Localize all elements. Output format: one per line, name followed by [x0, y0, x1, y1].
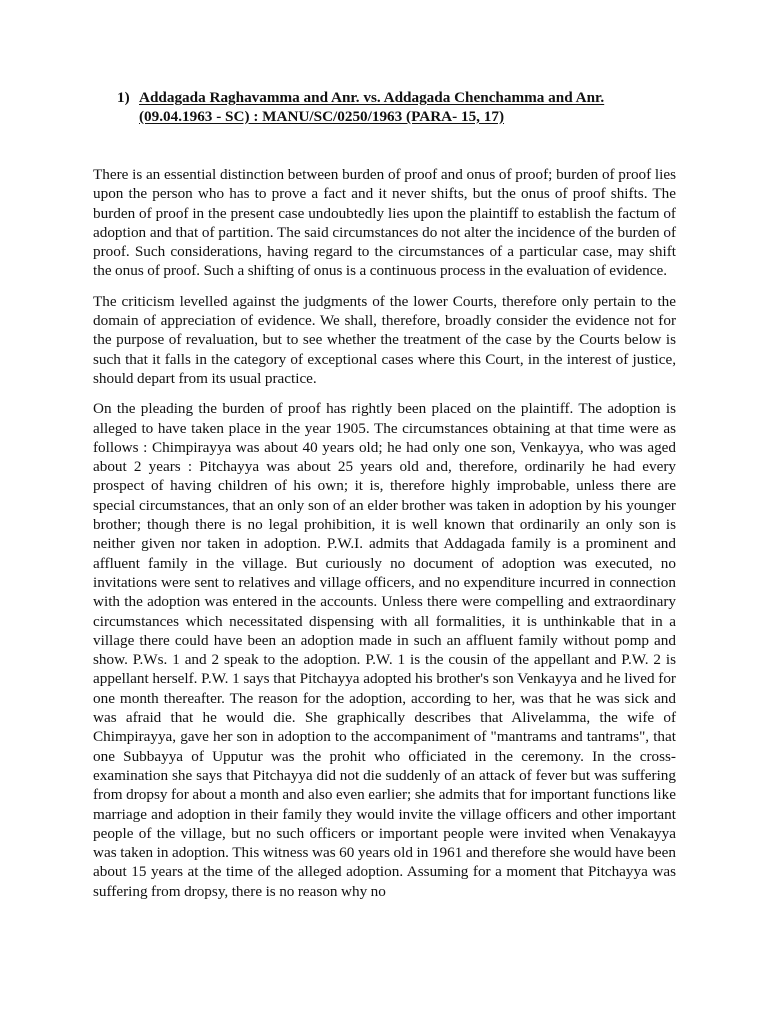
document-body: [93, 165, 676, 912]
case-heading: [117, 89, 657, 126]
paragraph-criticism: The criticism levelled against the judgments of the lower Courts, therefore only pertain to the domain of appreciation of evidence. We shall, therefore, broadly consider the evidence not for the purpose of revaluation, but to see whether the treatment of the case by the Courts below is such that it falls in the category of exceptional cases where this Court, in the interest of justice, should depart from its usual practice.: [93, 292, 676, 387]
paragraph-pleading: On the pleading the burden of proof has rightly been placed on the plaintiff. The adoption is alleged to have taken place in the year 1905. The circumstances obtaining at that time were as follows : Chimpirayya was about 40 years old; he had only one son, Venkayya, who was aged about 2 years : Pitchayya was about 25 years old and, therefore, ordinarily he had every prospect of having children of his own; it is, therefore highly improbable, unless there are special circumstances, that an only son of an elder brother was taken in adoption by his younger brother; though there is no legal prohibition, it is well known that ordinarily an only son is neither given nor taken in adoption. P.W.I. admits that Addagada family is a prominent and affluent family in the village. But curiously no document of adoption was executed, no invitations were sent to relatives and village officers, and no expenditure incurred in connection with the adoption was entered in the accounts. Unless there were compelling and extraordinary circumstances which necessitated dispensing with all formalities, it is unthinkable that in a village there could have been an adoption made in such an affluent family without pomp and show. P.Ws. 1 and 2 speak to the adoption. P.W. 1 is the cousin of the appellant and P.W. 2 is appellant herself. P.W. 1 says that Pitchayya adopted his brother's son Venkayya and he lived for one month thereafter. The reason for the adoption, according to her, was that he was sick and was afraid that he would die. She graphically describes that Alivelamma, the wife of Chimpirayya, gave her son in adoption to the accompaniment of "mantrams and tantrams", that one Subbayya of Upputur was the prohit who officiated in the ceremony. In the cross-examination she says that Pitchayya did not die suddenly of an attack of fever but was suffering from dropsy for about a month and also even earlier; she admits that for important functions like marriage and adoption in their family they would invite the village officers and other important people of the village, but no such officers or important people were invited when Venakayya was taken in adoption. This witness was 60 years old in 1961 and therefore she would have been about 15 years at the time of the alleged adoption. Assuming for a moment that Pitchayya was suffering from dropsy, there is no reason why no: [93, 400, 676, 900]
paragraph-burden-of-proof: There is an essential distinction between burden of proof and onus of proof; burden of proof lies upon the person who has to prove a fact and it never shifts, but the onus of proof shifts. The burden of proof in the present case undoubtedly lies upon the plaintiff to establish the factum of adoption and that of partition. The said circumstances do not alter the incidence of the burden of proof. Such considerations, having regard to the circumstances of a particular case, may shift the onus of proof. Such a shifting of onus is a continuous process in the evaluation of evidence.: [93, 166, 676, 280]
heading-number: 1): [117, 89, 130, 106]
case-title: Addagada Raghavamma and Anr. vs. Addagada Chenchamma and Anr. (09.04.1963 - SC) : MANU/SC/0250/1963 (PARA- 15, 17): [139, 89, 605, 125]
